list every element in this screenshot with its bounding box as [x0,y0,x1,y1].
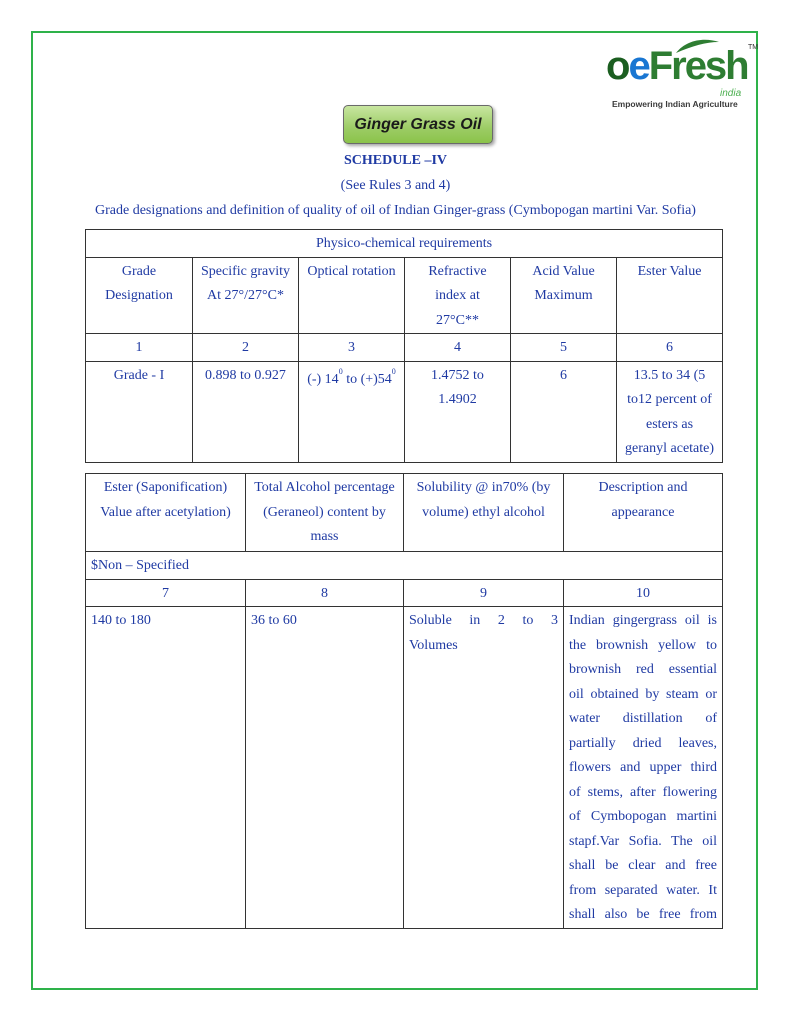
column-headers [86,474,723,552]
column-number: 1 [86,334,193,362]
column-number: 9 [404,579,564,607]
col-ester-acetylation: Ester (Saponification) Value after acetylation) [86,474,246,552]
description-cell: Indian gingergrass oil is the brownish yellow to brownish red essential oil obtained by steam or water distillation of partially dried leaves, flowers and upper third of stems, after flowering of Cymbopogan martini stapf.Var Sofia. The oil shall be clear and free from separated water. It shall also be free from [564,607,723,929]
col-description: Description and appearance [564,474,723,552]
physico-chemical-table [85,229,723,463]
column-number: 7 [86,579,246,607]
table-row [86,361,723,462]
col-optical-rotation: Optical rotation [299,257,405,334]
column-number: 10 [564,579,723,607]
column-numbers [86,579,723,607]
refractive-index-cell: 1.4752 to 1.4902 [405,361,511,462]
col-acid-value: Acid Value Maximum [511,257,617,334]
grade-description: Grade designations and definition of quality of oil of Indian Ginger-grass (Cymbopogan martini Var. Sofia) [95,203,696,218]
column-number: 5 [511,334,617,362]
column-number: 4 [405,334,511,362]
col-total-alcohol: Total Alcohol percentage (Geraneol) content by mass [246,474,404,552]
col-solubility: Solubility @ in70% (by volume) ethyl alcohol [404,474,564,552]
col-specific-gravity: Specific gravity At 27°/27°C* [193,257,299,334]
col-refractive-index: Refractive index at 27°C** [405,257,511,334]
table-header: Physico-chemical requirements [86,230,723,258]
logo-sub: india [720,88,742,99]
non-specified-note: $Non – Specified [86,552,723,580]
trademark-mark: TM [748,44,759,51]
column-number: 2 [193,334,299,362]
column-numbers [86,334,723,362]
ester-value-cell: 13.5 to 34 (5 to12 percent of esters as geranyl acetate) [617,361,723,462]
solubility-cell: Soluble in 2 to 3 Volumes [404,607,564,929]
additional-requirements-table [85,473,723,929]
rules-reference: (See Rules 3 and 4) [340,178,451,193]
total-alcohol-cell: 36 to 60 [246,607,404,929]
col-grade-designation: Grade Designation [86,257,193,334]
column-headers [86,257,723,334]
column-number: 3 [299,334,405,362]
specific-gravity-cell: 0.898 to 0.927 [193,361,299,462]
efresh-logo [604,38,759,110]
acid-value-cell: 6 [511,361,617,462]
ester-acetylation-cell: 140 to 180 [86,607,246,929]
optical-rotation-cell: (-) $14^0$ to $(+)54^0$ [299,361,405,462]
logo-wordmark: oeFresh [606,44,748,88]
schedule-heading: SCHEDULE –IV [343,153,448,168]
document-title: Ginger Grass Oil [343,105,493,144]
column-number: 8 [246,579,404,607]
col-ester-value: Ester Value [617,257,723,334]
column-number: 6 [617,334,723,362]
table-row [86,607,723,929]
logo-tagline: Empowering Indian Agriculture [612,99,738,109]
grade-cell: Grade - I [86,361,193,462]
